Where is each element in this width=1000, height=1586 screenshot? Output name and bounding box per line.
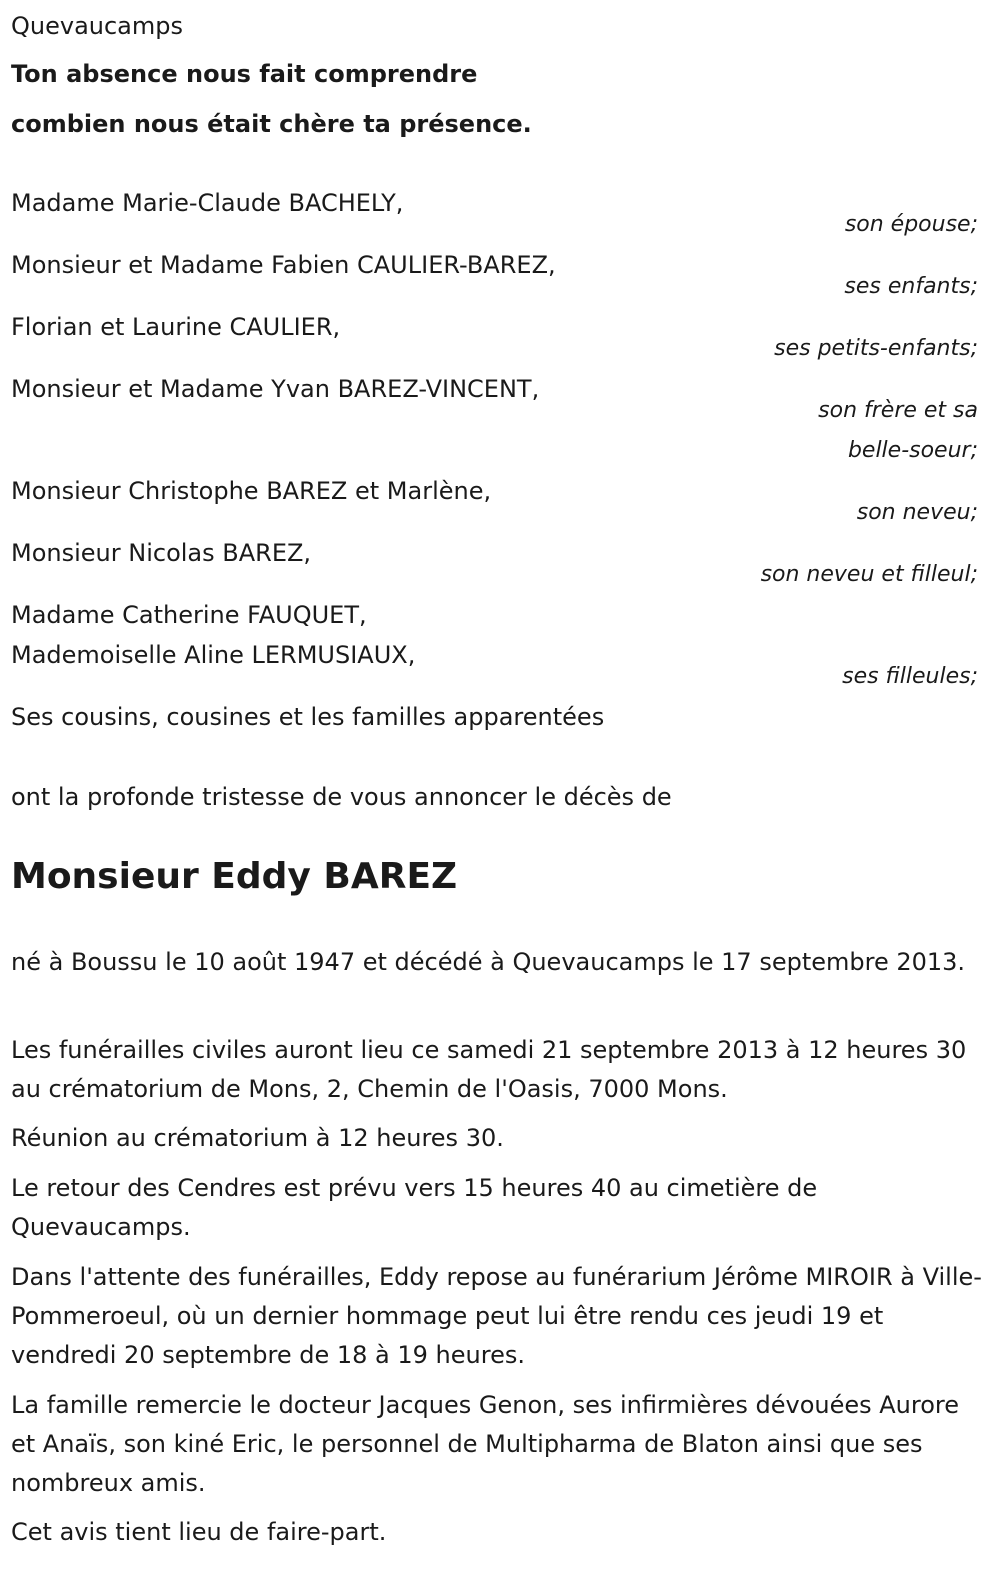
family-relation: son neveu; (856, 500, 978, 525)
wake-paragraph: Dans l'attente des funérailles, Eddy repose au funérarium Jérôme MIROIR à Ville-Pommeroeul, où un dernier hommage peut lui être rendu ces jeudi 19 et vendredi 20 septembre de 18 à 19 heures. (11, 1263, 982, 1369)
cousins-line: Ses cousins, cousines et les familles apparentées (11, 703, 605, 731)
family-relation: ses petits-enfants; (774, 336, 978, 361)
closing-paragraph: Cet avis tient lieu de faire-part. (11, 1518, 387, 1546)
family-relation: ses filleules; (842, 664, 978, 689)
ashes-paragraph: Le retour des Cendres est prévu vers 15 heures 40 au cimetière de Quevaucamps. (11, 1174, 818, 1241)
location: Quevaucamps (11, 12, 184, 40)
funeral-paragraph: Les funérailles civiles auront lieu ce samedi 21 septembre 2013 à 12 heures 30 au crématorium de Mons, 2, Chemin de l'Oasis, 7000 Mons. (11, 1036, 967, 1103)
family-member-names: Monsieur Nicolas BAREZ, (11, 539, 312, 567)
family-member-names: Monsieur et Madame Yvan BAREZ-VINCENT, (11, 375, 540, 403)
family-member-names: Monsieur Christophe BAREZ et Marlène, (11, 477, 492, 505)
family-relation-line-2: belle-soeur; (847, 438, 978, 463)
deceased-name: Monsieur Eddy BAREZ (11, 856, 458, 897)
family-relation: son neveu et filleul; (760, 562, 978, 587)
family-member-names: Florian et Laurine CAULIER, (11, 313, 341, 341)
reunion-paragraph: Réunion au crématorium à 12 heures 30. (11, 1124, 504, 1152)
family-member-names-line-2: Mademoiselle Aline LERMUSIAUX, (11, 641, 416, 669)
family-member-names: Monsieur et Madame Fabien CAULIER-BAREZ, (11, 251, 556, 279)
thanks-paragraph: La famille remercie le docteur Jacques Genon, ses infirmières dévouées Aurore et Anaïs, son kiné Eric, le personnel de Multipharma de Blaton ainsi que ses nombreux amis. (11, 1391, 960, 1497)
announcement: ont la profonde tristesse de vous annoncer le décès de (11, 783, 672, 811)
family-member-names: Madame Marie-Claude BACHELY, (11, 189, 404, 217)
family-relation-line-1: son frère et sa (818, 398, 978, 423)
family-relation: son épouse; (844, 212, 978, 237)
family-relation: ses enfants; (844, 274, 978, 299)
birth-death-paragraph: né à Boussu le 10 août 1947 et décédé à Quevaucamps le 17 septembre 2013. (11, 948, 966, 976)
family-member-names-line-1: Madame Catherine FAUQUET, (11, 601, 367, 629)
quote-line-2: combien nous était chère ta présence. (11, 110, 532, 138)
quote-line-1: Ton absence nous fait comprendre (11, 60, 478, 88)
